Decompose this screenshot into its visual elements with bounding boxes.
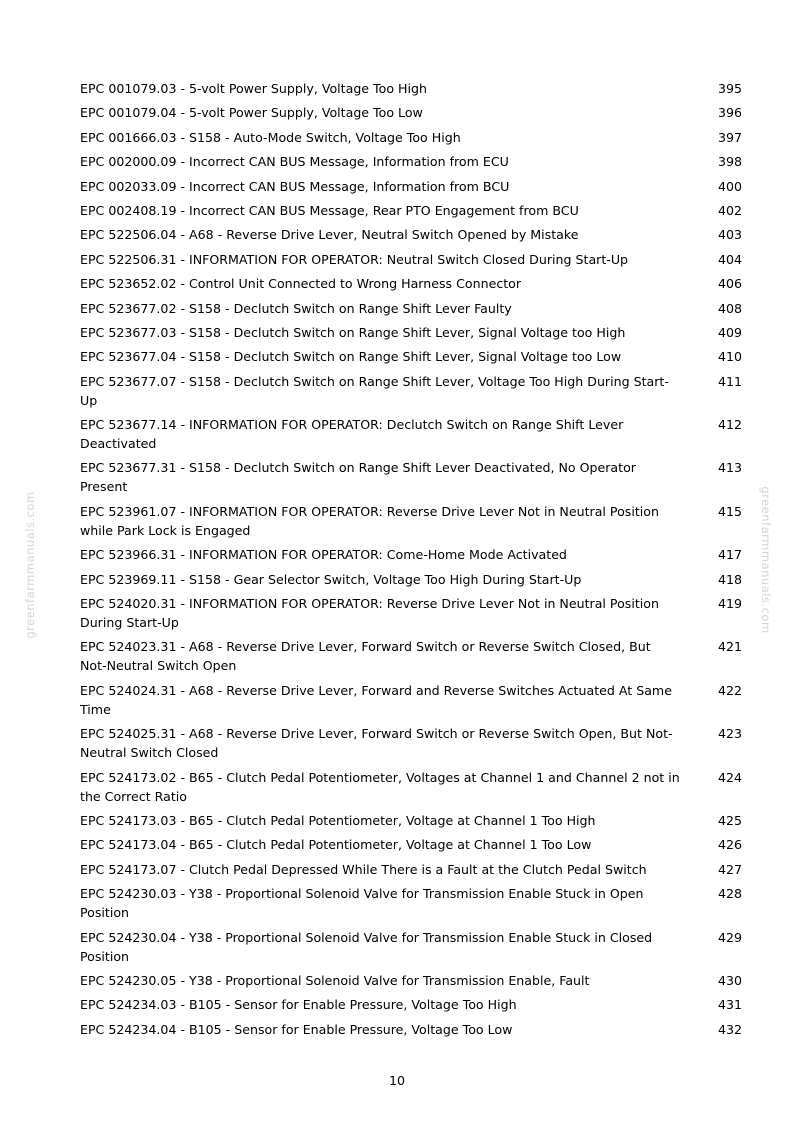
toc-entry-title: EPC 524024.31 - A68 - Reverse Drive Lever, Forward and Reverse Switches Actuated At Same Time bbox=[80, 682, 672, 717]
toc-entry-page: 423 bbox=[717, 726, 742, 742]
toc-entry[interactable] bbox=[80, 860, 742, 879]
toc-entry-page: 417 bbox=[717, 547, 742, 563]
toc-entry[interactable] bbox=[80, 835, 742, 854]
toc-entry[interactable] bbox=[80, 681, 742, 719]
toc-entry[interactable] bbox=[80, 768, 742, 806]
toc-entry-title: EPC 523652.02 - Control Unit Connected to Wrong Harness Connector bbox=[80, 276, 522, 292]
toc-entry[interactable] bbox=[80, 79, 742, 98]
toc-entry-title: EPC 524230.03 - Y38 - Proportional Solenoid Valve for Transmission Enable Stuck in Open Position bbox=[80, 886, 644, 921]
toc-entry-title: EPC 523677.14 - INFORMATION FOR OPERATOR: Declutch Switch on Range Shift Lever Deactivated bbox=[80, 417, 624, 452]
toc-entry[interactable] bbox=[80, 152, 742, 171]
toc-entry-page: 432 bbox=[717, 1021, 742, 1037]
toc-entry-page: 430 bbox=[717, 972, 742, 988]
toc-entry[interactable] bbox=[80, 545, 742, 564]
toc-entry-page: 411 bbox=[717, 373, 742, 389]
toc-entry-page: 410 bbox=[717, 349, 742, 365]
toc-entry[interactable] bbox=[80, 811, 742, 830]
toc-entry-title: EPC 524173.03 - B65 - Clutch Pedal Potentiometer, Voltage at Channel 1 Too High bbox=[80, 812, 596, 828]
toc-entry-title: EPC 523961.07 - INFORMATION FOR OPERATOR: Reverse Drive Lever Not in Neutral Position while Park Lock is Engaged bbox=[80, 503, 659, 538]
toc-entry-page: 408 bbox=[717, 300, 742, 316]
toc-entry[interactable] bbox=[80, 347, 742, 366]
toc-entry-page: 400 bbox=[717, 178, 742, 194]
toc-entry-page: 427 bbox=[717, 861, 742, 877]
toc-entry-title: EPC 523677.03 - S158 - Declutch Switch on Range Shift Lever, Signal Voltage too High bbox=[80, 324, 626, 340]
toc-entry-page: 397 bbox=[717, 129, 742, 145]
toc-entry-page: 406 bbox=[717, 276, 742, 292]
toc-entry[interactable] bbox=[80, 323, 742, 342]
toc-entry-page: 403 bbox=[717, 227, 742, 243]
toc-entry-page: 412 bbox=[717, 417, 742, 433]
toc-entry-title: EPC 524025.31 - A68 - Reverse Drive Lever, Forward Switch or Reverse Switch Open, But Not-Neutral Switch Closed bbox=[80, 726, 673, 761]
toc-entry-title: EPC 524173.02 - B65 - Clutch Pedal Potentiometer, Voltages at Channel 1 and Channel 2 not in the Correct Ratio bbox=[80, 769, 680, 804]
toc-entry-title: EPC 001079.03 - 5-volt Power Supply, Voltage Too High bbox=[80, 81, 427, 96]
toc-entry-page: 413 bbox=[717, 460, 742, 476]
toc-entry-title: EPC 001666.03 - S158 - Auto-Mode Switch, Voltage Too High bbox=[80, 129, 461, 145]
toc-entry-title: EPC 002000.09 - Incorrect CAN BUS Message, Information from ECU bbox=[80, 154, 509, 170]
toc-entry-title: EPC 523677.04 - S158 - Declutch Switch on Range Shift Lever, Signal Voltage too Low bbox=[80, 349, 622, 365]
toc-entry[interactable] bbox=[80, 458, 742, 496]
toc-entry-title: EPC 524173.04 - B65 - Clutch Pedal Potentiometer, Voltage at Channel 1 Too Low bbox=[80, 837, 592, 853]
toc-entry-title: EPC 523677.02 - S158 - Declutch Switch on Range Shift Lever Faulty bbox=[80, 300, 512, 316]
toc-entry-title: EPC 524020.31 - INFORMATION FOR OPERATOR: Reverse Drive Lever Not in Neutral Position During Start-Up bbox=[80, 596, 659, 631]
toc-entry[interactable] bbox=[80, 884, 742, 922]
toc-entry[interactable] bbox=[80, 971, 742, 990]
toc-entry[interactable] bbox=[80, 637, 742, 675]
toc-entry-page: 404 bbox=[717, 251, 742, 267]
toc-entry-page: 426 bbox=[717, 837, 742, 853]
table-of-contents bbox=[80, 79, 742, 1039]
toc-entry-title: EPC 522506.04 - A68 - Reverse Drive Lever, Neutral Switch Opened by Mistake bbox=[80, 227, 579, 243]
toc-entry[interactable] bbox=[80, 724, 742, 762]
toc-entry[interactable] bbox=[80, 103, 742, 122]
toc-entry[interactable] bbox=[80, 1020, 742, 1039]
toc-entry-title: EPC 524173.07 - Clutch Pedal Depressed While There is a Fault at the Clutch Pedal Switch bbox=[80, 861, 647, 877]
toc-entry-page: 402 bbox=[717, 202, 742, 218]
toc-entry-title: EPC 523677.07 - S158 - Declutch Switch on Range Shift Lever, Voltage Too High During Start-Up bbox=[80, 373, 669, 408]
watermark-left: greenfarmmanuals.com bbox=[23, 491, 37, 639]
toc-entry-page: 415 bbox=[717, 503, 742, 519]
toc-entry-title: EPC 523677.31 - S158 - Declutch Switch on Range Shift Lever Deactivated, No Operator Present bbox=[80, 460, 636, 495]
toc-entry-title: EPC 002408.19 - Incorrect CAN BUS Message, Rear PTO Engagement from BCU bbox=[80, 202, 579, 218]
toc-entry-page: 425 bbox=[717, 812, 742, 828]
toc-entry[interactable] bbox=[80, 594, 742, 632]
toc-entry-page: 431 bbox=[717, 997, 742, 1013]
toc-entry-title: EPC 522506.31 - INFORMATION FOR OPERATOR: Neutral Switch Closed During Start-Up bbox=[80, 251, 629, 267]
toc-entry-title: EPC 524230.05 - Y38 - Proportional Solenoid Valve for Transmission Enable, Fault bbox=[80, 972, 590, 988]
toc-entry[interactable] bbox=[80, 128, 742, 147]
toc-entry[interactable] bbox=[80, 995, 742, 1014]
toc-entry-title: EPC 523966.31 - INFORMATION FOR OPERATOR: Come-Home Mode Activated bbox=[80, 547, 567, 563]
toc-entry-page: 428 bbox=[717, 886, 742, 902]
toc-entry-title: EPC 524234.03 - B105 - Sensor for Enable Pressure, Voltage Too High bbox=[80, 997, 517, 1013]
toc-entry[interactable] bbox=[80, 274, 742, 293]
toc-entry-page: 418 bbox=[717, 571, 742, 587]
toc-entry[interactable] bbox=[80, 201, 742, 220]
toc-entry-page: 409 bbox=[717, 324, 742, 340]
toc-entry[interactable] bbox=[80, 299, 742, 318]
toc-entry-page: 396 bbox=[717, 105, 742, 121]
toc-entry[interactable] bbox=[80, 372, 742, 410]
toc-entry-page: 422 bbox=[717, 682, 742, 698]
toc-entry[interactable] bbox=[80, 177, 742, 196]
toc-entry-title: EPC 002033.09 - Incorrect CAN BUS Message, Information from BCU bbox=[80, 178, 510, 194]
toc-entry[interactable] bbox=[80, 225, 742, 244]
toc-entry[interactable] bbox=[80, 502, 742, 540]
toc-entry-title: EPC 523969.11 - S158 - Gear Selector Switch, Voltage Too High During Start-Up bbox=[80, 571, 582, 587]
toc-entry-title: EPC 524234.04 - B105 - Sensor for Enable Pressure, Voltage Too Low bbox=[80, 1021, 513, 1037]
toc-entry[interactable] bbox=[80, 415, 742, 453]
toc-entry-page: 421 bbox=[717, 639, 742, 655]
toc-entry-page: 398 bbox=[717, 154, 742, 170]
toc-entry-page: 424 bbox=[717, 769, 742, 785]
toc-entry[interactable] bbox=[80, 928, 742, 966]
page-number: 10 bbox=[388, 1073, 406, 1088]
toc-entry-title: EPC 524023.31 - A68 - Reverse Drive Lever, Forward Switch or Reverse Switch Closed, But Not-Neutral Switch Open bbox=[80, 639, 651, 674]
toc-entry-title: EPC 001079.04 - 5-volt Power Supply, Voltage Too Low bbox=[80, 105, 423, 121]
toc-entry-page: 419 bbox=[717, 596, 742, 612]
toc-entry-page: 429 bbox=[717, 929, 742, 945]
toc-entry[interactable] bbox=[80, 570, 742, 589]
toc-entry[interactable] bbox=[80, 250, 742, 269]
toc-entry-page: 395 bbox=[717, 81, 742, 96]
watermark-right: greenfarmmanuals.com bbox=[759, 486, 773, 634]
toc-entry-title: EPC 524230.04 - Y38 - Proportional Solenoid Valve for Transmission Enable Stuck in Closed Position bbox=[80, 929, 653, 964]
